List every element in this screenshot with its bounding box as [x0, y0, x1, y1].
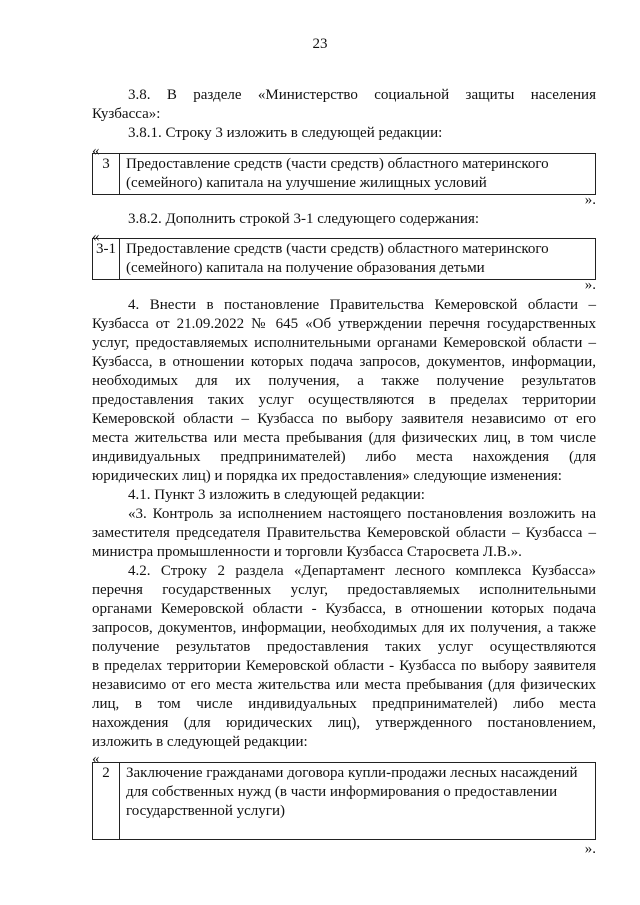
- quote-open-1: «: [92, 143, 100, 159]
- para-4-line-6: предоставления таких услуг осуществляются в пределах территории: [92, 392, 596, 408]
- row-number: 3: [93, 154, 120, 195]
- row-text-line-2: для собственных нужд (в части информирования о предоставлении: [126, 784, 558, 800]
- row-text: [120, 239, 596, 280]
- para-4-line-10: юридических лиц) и порядка их предоставления» следующие изменения:: [92, 468, 562, 484]
- quote-close-3: ».: [584, 841, 596, 857]
- para-4-line-1: 4. Внести в постановление Правительства Кемеровской области –: [128, 297, 596, 313]
- table-row-3-1: [92, 238, 596, 280]
- section-3-8-line-1: 3.8. В разделе «Министерство социальной защиты населения: [128, 87, 596, 103]
- para-4-1-quote-line-3: министра промышленности и торговли Кузбасса Старосвета Л.В.».: [92, 544, 522, 560]
- para-4-2-line-4: запросов, документов, информации, необходимых для их получения, а также: [92, 620, 596, 636]
- para-4-2-line-6: в пределах территории Кемеровской области - Кузбасса по выбору заявителя: [92, 658, 596, 674]
- section-3-8-2: 3.8.2. Дополнить строкой 3-1 следующего содержания:: [128, 211, 480, 227]
- para-4-2-line-8: лиц, в том числе индивидуальных предпринимателей) либо места: [92, 696, 596, 712]
- row-text: [120, 763, 596, 840]
- para-4-2-line-5: получение результатов предоставления таких услуг осуществляются: [92, 639, 596, 655]
- para-4-2-line-1: 4.2. Строку 2 раздела «Департамент лесного комплекса Кузбасса»: [128, 563, 596, 579]
- row-text-line-1: Предоставление средств (части средств) областного материнского: [126, 156, 549, 172]
- para-4-line-9: индивидуальных предпринимателей) либо места нахождения (для: [92, 449, 596, 465]
- page-number: 23: [312, 36, 328, 52]
- para-4-2-line-10: изложить в следующей редакции:: [92, 734, 308, 750]
- row-text-line-3: государственной услуги): [126, 803, 285, 819]
- table-row-2: [92, 762, 596, 840]
- quote-open-3: «: [92, 751, 100, 767]
- quote-close-2: ».: [584, 277, 596, 293]
- section-3-8-1: 3.8.1. Строку 3 изложить в следующей редакции:: [128, 125, 443, 141]
- para-4-line-4: Кузбасса, в отношении которых подача запросов, документов, информации,: [92, 354, 596, 370]
- para-4-line-5: необходимых для их получения, а также получение результатов: [92, 373, 596, 389]
- quote-open-2: «: [92, 229, 100, 245]
- section-3-8-line-2: Кузбасса»:: [92, 106, 161, 122]
- para-4-line-2: Кузбасса от 21.09.2022 № 645 «Об утверждении перечня государственных: [92, 316, 596, 332]
- para-4-2-line-9: нахождения (для юридических лиц), утвержденного постановлением,: [92, 715, 596, 731]
- row-text: [120, 154, 596, 195]
- row-text-line-2: (семейного) капитала на улучшение жилищных условий: [126, 175, 487, 191]
- para-4-2-line-2: перечня государственных услуг, предоставляемых исполнительными: [92, 582, 596, 598]
- para-4-line-3: услуг, предоставляемых исполнительными органами Кемеровской области –: [92, 335, 596, 351]
- row-text-line-1: Заключение гражданами договора купли-продажи лесных насаждений: [126, 765, 578, 781]
- row-number: 2: [93, 763, 120, 840]
- row-number: 3-1: [93, 239, 120, 280]
- table-row-3: [92, 153, 596, 195]
- row-text-line-2: (семейного) капитала на получение образования детьми: [126, 260, 485, 276]
- row-text-line-1: Предоставление средств (части средств) областного материнского: [126, 241, 549, 257]
- para-4-1-quote-line-2: заместителя председателя Правительства Кемеровской области – Кузбасса –: [92, 525, 596, 541]
- quote-close-1: ».: [584, 192, 596, 208]
- para-4-line-7: Кемеровской области – Кузбасса по выбору заявителя независимо от его: [92, 411, 596, 427]
- para-4-1: 4.1. Пункт 3 изложить в следующей редакции:: [128, 487, 425, 503]
- para-4-1-quote-line-1: «3. Контроль за исполнением настоящего постановления возложить на: [128, 506, 596, 522]
- para-4-line-8: места жительства или места пребывания (для физических лиц, в том числе: [92, 430, 596, 446]
- para-4-2-line-3: органами Кемеровской области - Кузбасса, в отношении которых подача: [92, 601, 596, 617]
- para-4-2-line-7: независимо от его места жительства или места пребывания (для физических: [92, 677, 596, 693]
